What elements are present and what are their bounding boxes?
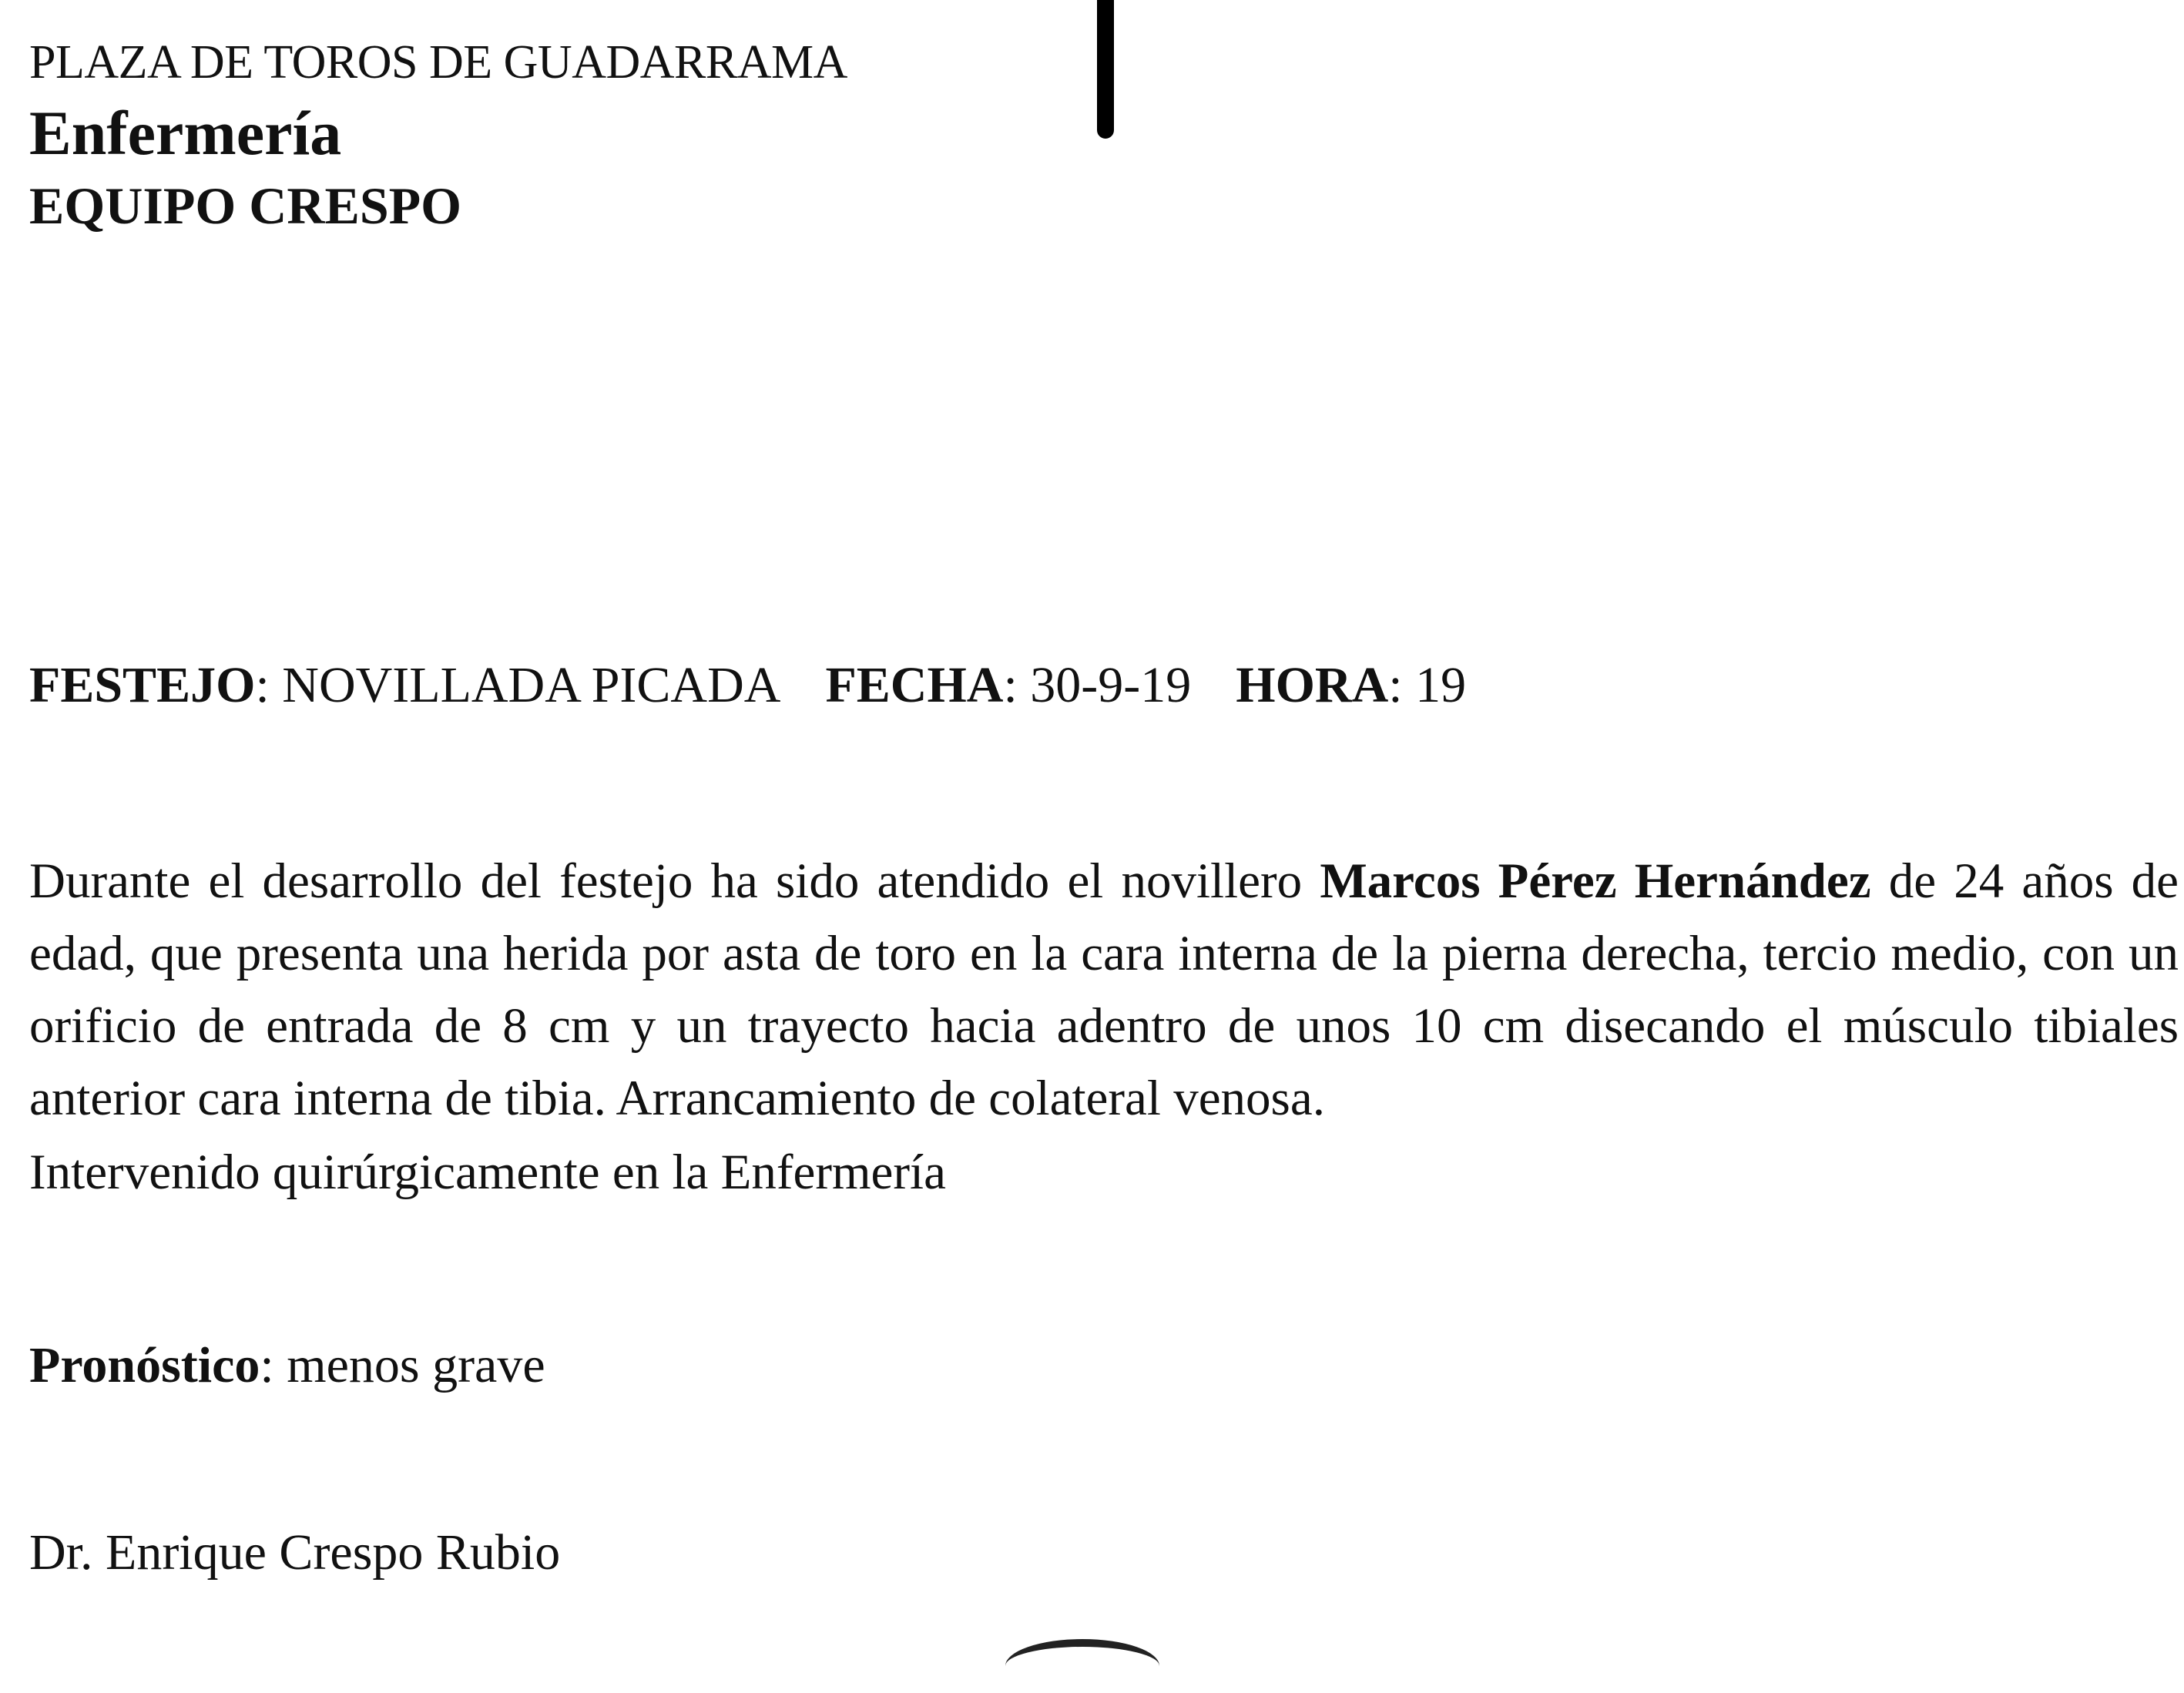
hora-value: 19 — [1415, 657, 1467, 713]
vertical-mark — [1097, 0, 1114, 139]
report-closing: Intervenido quirúrgicamente en la Enfermería — [29, 1145, 946, 1200]
hora-label: HORA — [1236, 657, 1389, 713]
report-intro: Durante el desarrollo del festejo ha sido atendido el novillero — [29, 853, 1303, 909]
report-paragraph — [29, 845, 2179, 1135]
prognosis-value: menos grave — [287, 1337, 545, 1393]
stamp-edge — [1005, 1639, 1159, 1693]
patient-name: Marcos Pérez Hernández — [1320, 853, 1871, 909]
team-name: EQUIPO CRESPO — [29, 176, 462, 235]
signature-name: Dr. Enrique Crespo Rubio — [29, 1524, 561, 1581]
festejo-value: NOVILLADA PICADA — [282, 657, 781, 713]
fecha-value: 30-9-19 — [1030, 657, 1192, 713]
festejo-label: FESTEJO — [29, 657, 256, 713]
department-title: Enfermería — [29, 98, 342, 168]
report-body: de 24 años de edad, que presenta una herida por asta de toro en la cara interna de la pierna derecha, tercio medio, con un orificio de entrada de 8 cm y un trayecto hacia adentro de unos 10 cm disecando el músculo tibiales anterior cara interna de tibia. Arrancamiento de colateral venosa. — [29, 853, 2179, 1126]
prognosis-label: Pronóstico — [29, 1337, 260, 1393]
event-info-line: FESTEJO: NOVILLADA PICADA FECHA: 30-9-19 HORA: 19 — [29, 657, 1467, 713]
institution-name: PLAZA DE TOROS DE GUADARRAMA — [29, 36, 847, 89]
fecha-label: FECHA — [825, 657, 1004, 713]
prognosis-line: Pronóstico: menos grave — [29, 1337, 545, 1393]
